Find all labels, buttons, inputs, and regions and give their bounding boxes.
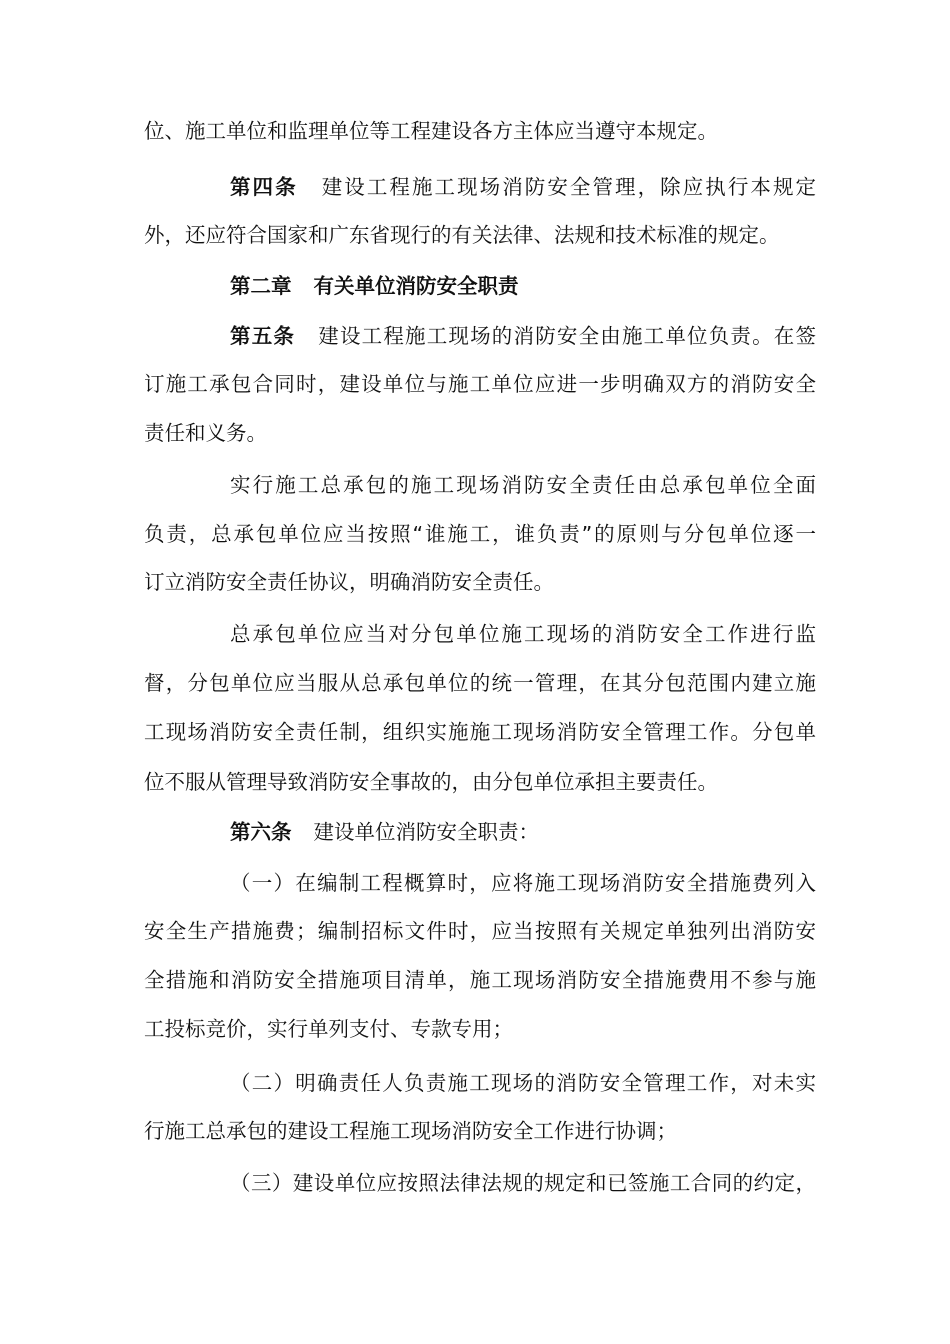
text-line: （二）明确责任人负责施工现场的消防安全管理工作，对未实	[230, 1071, 816, 1095]
article-label: 第六条	[230, 820, 292, 844]
text-line: 位、施工单位和监理单位等工程建设各方主体应当遵守本规定。	[144, 119, 718, 143]
chapter-label: 第二章	[230, 274, 292, 298]
text-line: 工投标竞价，实行单列支付、专款专用；	[144, 1017, 513, 1041]
text-line: 外，还应符合国家和广东省现行的有关法律、法规和技术标准的规定。	[144, 223, 780, 247]
chapter-title: 有关单位消防安全职责	[313, 274, 519, 298]
article-5-heading-line: 第五条 建设工程施工现场的消防安全由施工单位负责。在签	[230, 324, 816, 348]
text-line: 总承包单位应当对分包单位施工现场的消防安全工作进行监	[230, 622, 816, 646]
text-line: 实行施工总承包的施工现场消防安全责任由总承包单位全面	[230, 473, 816, 497]
article-label: 第四条	[230, 175, 298, 199]
text-line: 行施工总承包的建设工程施工现场消防安全工作进行协调；	[144, 1119, 677, 1143]
text-line: 订施工承包合同时，建设单位与施工单位应进一步明确双方的消防安全	[144, 372, 816, 396]
text-line: 位不服从管理导致消防安全事故的，由分包单位承担主要责任。	[144, 770, 718, 794]
chapter-2-heading	[230, 271, 816, 301]
text-line: （一）在编制工程概算时，应将施工现场消防安全措施费列入	[230, 871, 816, 895]
text-line: 订立消防安全责任协议，明确消防安全责任。	[144, 570, 554, 594]
article-label: 第五条	[230, 324, 296, 348]
text-line: 督，分包单位应当服从总承包单位的统一管理，在其分包范围内建立施	[144, 671, 816, 695]
text-line: 负责，总承包单位应当按照“谁施工，谁负责”的原则与分包单位逐一	[144, 522, 816, 546]
text-line: 全措施和消防安全措施项目清单，施工现场消防安全措施费用不参与施	[144, 968, 816, 992]
text-line: 责任和义务。	[144, 421, 267, 445]
text-line: （三）建设单位应按照法律法规的规定和已签施工合同的约定，	[230, 1171, 816, 1195]
text-line: 工现场消防安全责任制，组织实施施工现场消防安全管理工作。分包单	[144, 720, 816, 744]
article-4-heading-line: 第四条 建设工程施工现场消防安全管理，除应执行本规定	[230, 175, 817, 199]
text-line: 安全生产措施费；编制招标文件时，应当按照有关规定单独列出消防安	[144, 919, 816, 943]
article-6-heading-line: 第六条 建设单位消防安全职责：	[230, 820, 539, 844]
